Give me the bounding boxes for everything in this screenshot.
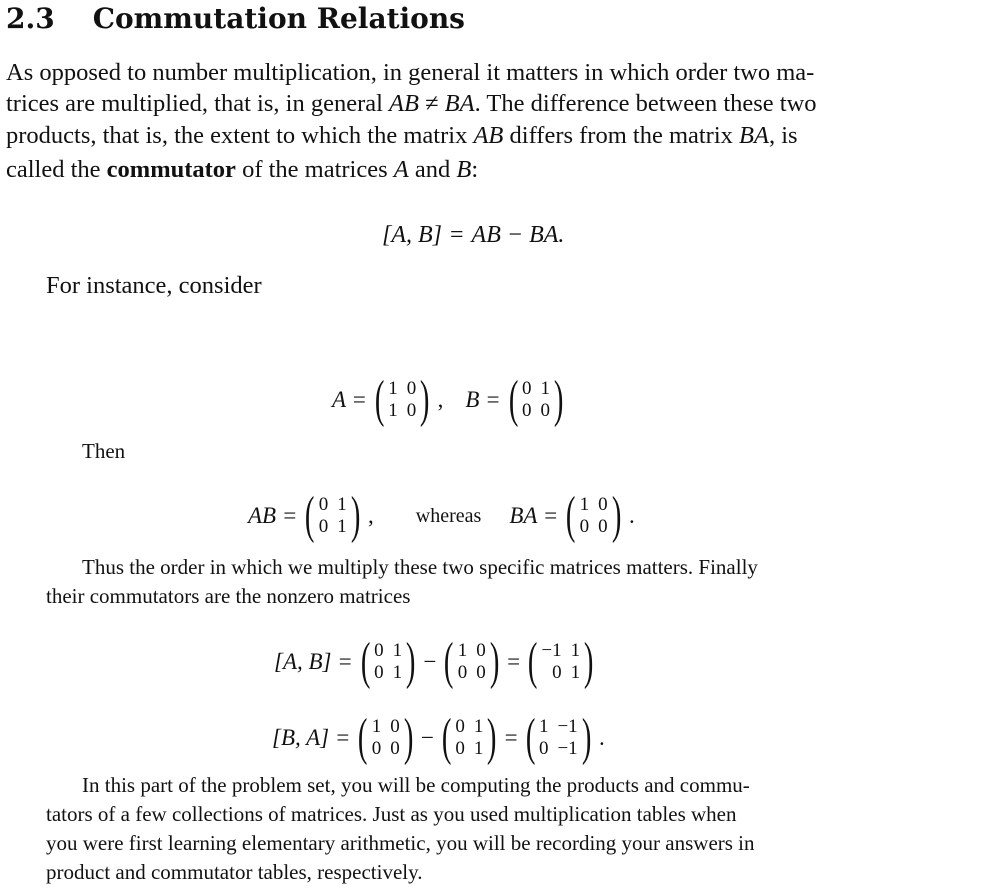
ba-label: BA = bbox=[509, 503, 559, 528]
matrix-ab: ( 0 1 0 1 ) bbox=[305, 487, 361, 544]
thus-line-1: Thus the order in which we multiply these two specific matrices matters. Finally bbox=[82, 555, 758, 579]
commutator-ba-equation: [B, A] = ( 1 0 0 0 ) − ( 0 1 0 1 ) = ( 1 −1 0 −1 ) . bbox=[272, 709, 605, 766]
commutator-ab-term-2: ( 1 0 0 0 ) bbox=[444, 633, 500, 690]
intro-line-1: As opposed to number multiplication, in general it matters in which order two ma- bbox=[6, 59, 815, 86]
intro-line-3: products, that is, the extent to which the matrix AB differs from the matrix BA, is bbox=[6, 122, 798, 149]
commutator-definition: [A, B] = AB − BA. bbox=[382, 222, 565, 248]
thus-line-2: their commutators are the nonzero matrices bbox=[46, 584, 411, 608]
matrices-a-b: A = ( 1 0 1 0 ) , B = ( 0 1 0 0 ) bbox=[332, 374, 571, 426]
whereas-text: whereas bbox=[415, 504, 482, 527]
ab-label: AB = bbox=[248, 503, 298, 528]
section-number: 2.3 bbox=[6, 2, 55, 35]
matrix-a: ( 1 0 1 0 ) bbox=[374, 371, 430, 428]
commutator-term: commutator bbox=[106, 156, 236, 183]
commutator-ba-term-2: ( 0 1 0 1 ) bbox=[441, 709, 497, 766]
then-text: Then bbox=[82, 439, 126, 463]
closing-line-1: In this part of the problem set, you will be computing the products and commu- bbox=[82, 773, 750, 797]
commutator-ba-result: ( 1 −1 0 −1 ) bbox=[525, 709, 592, 766]
products-ab-ba: AB = ( 0 1 0 1 ) , whereas BA = ( 1 0 0 0 ) . bbox=[248, 487, 635, 544]
closing-line-4: product and commutator tables, respectively. bbox=[46, 860, 423, 884]
commutator-ab-term-1: ( 0 1 0 1 ) bbox=[360, 633, 416, 690]
intro-line-4: called the commutator of the matrices A and B: bbox=[6, 156, 479, 183]
commutator-ab-equation: [A, B] = ( 0 1 0 1 ) − ( 1 0 0 0 ) = ( −1 1 0 1 ) bbox=[274, 636, 601, 688]
matrix-b-label: B = bbox=[465, 387, 501, 412]
commutator-ba-label: [B, A] = bbox=[272, 725, 351, 750]
instance-text: For instance, consider bbox=[46, 272, 262, 299]
section-heading bbox=[6, 2, 465, 35]
matrix-ba: ( 1 0 0 0 ) bbox=[566, 487, 622, 544]
commutator-ab-label: [A, B] = bbox=[274, 649, 353, 674]
section-title: Commutation Relations bbox=[92, 2, 465, 35]
closing-line-2: tators of a few collections of matrices. Just as you used multiplication tables when bbox=[46, 802, 737, 826]
matrix-b: ( 0 1 0 0 ) bbox=[508, 371, 564, 428]
commutator-ba-term-1: ( 1 0 0 0 ) bbox=[358, 709, 414, 766]
intro-line-2: trices are multiplied, that is, in general AB ≠ BA. The difference between these two bbox=[6, 90, 817, 117]
matrix-a-label: A = bbox=[332, 387, 367, 412]
commutator-ab-result: ( −1 1 0 1 ) bbox=[527, 633, 594, 690]
closing-line-3: you were first learning elementary arithmetic, you will be recording your answers in bbox=[46, 831, 755, 855]
